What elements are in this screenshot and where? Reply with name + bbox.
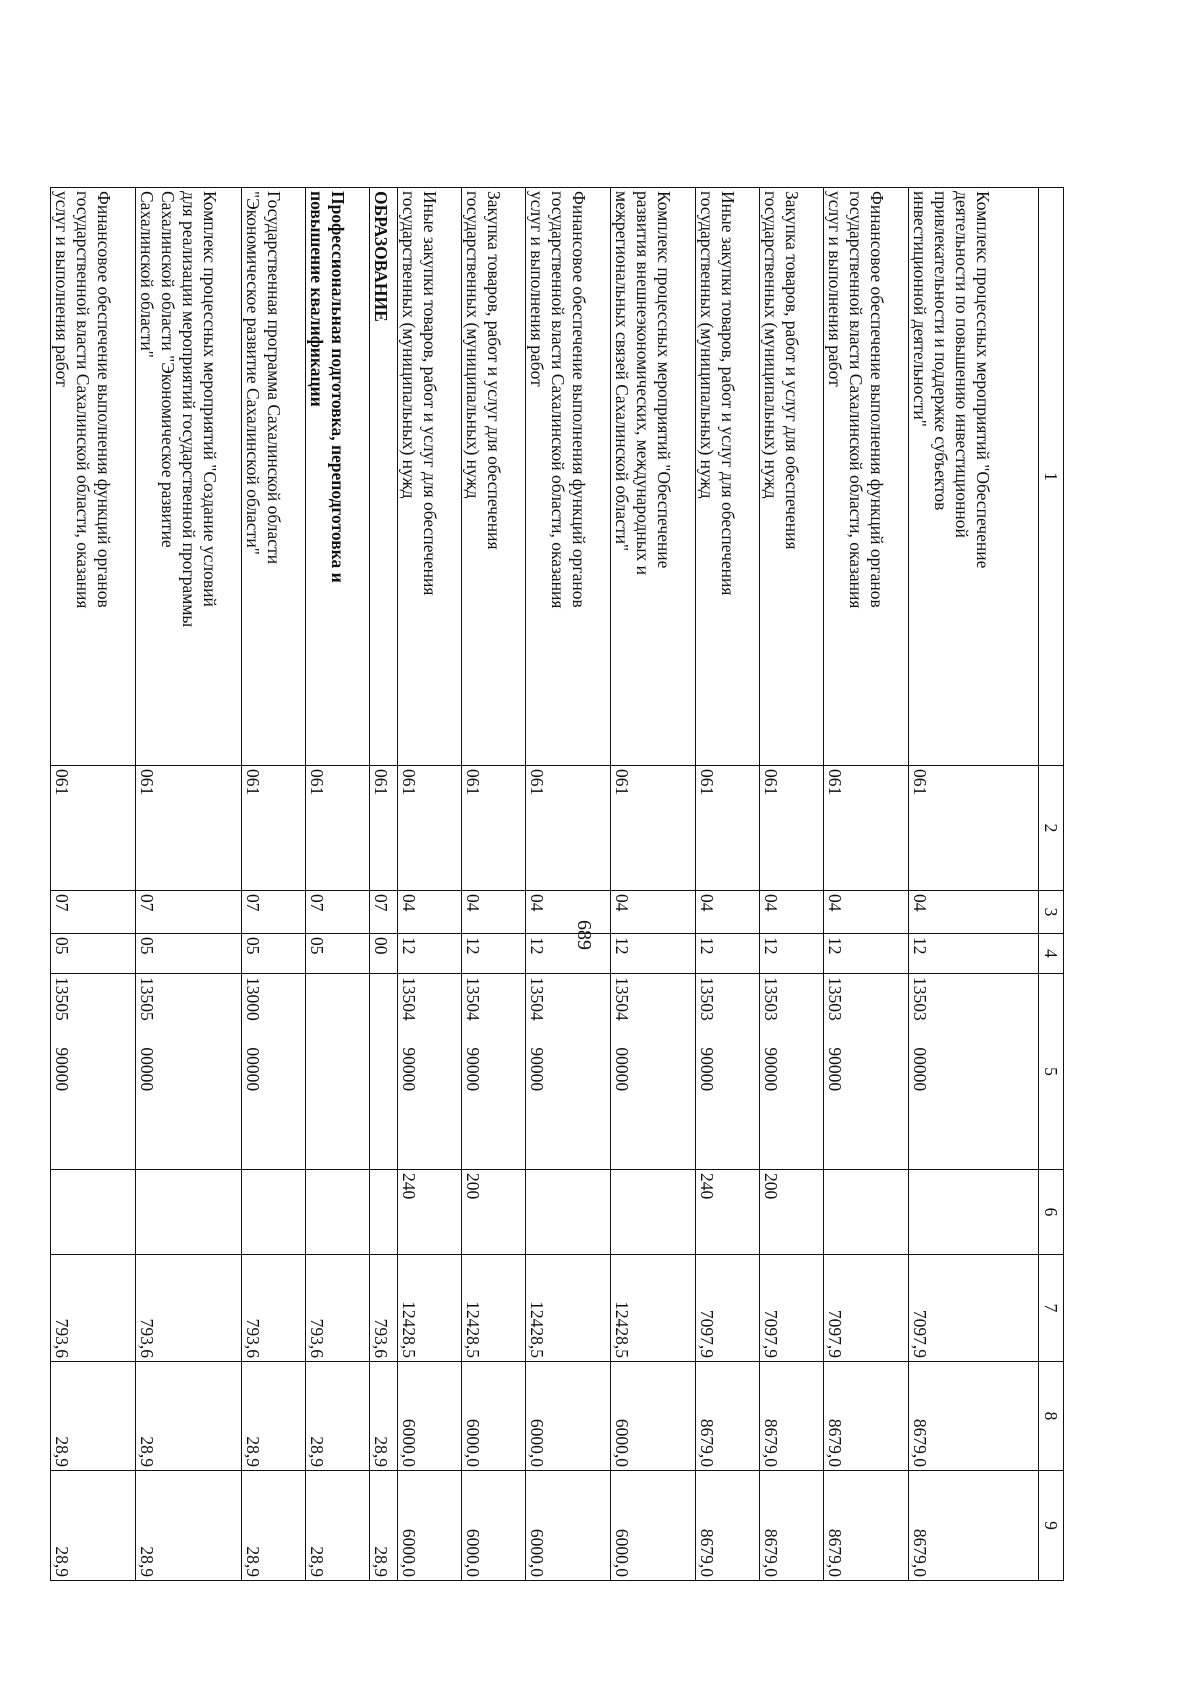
column-header: 1 [1039,188,1064,766]
target-article-cell [526,974,611,1170]
amount-year2-cell: 28,9 [242,1362,306,1471]
amount-year2-cell: 6000,0 [462,1362,526,1471]
admin-code-cell: 061 [51,766,136,891]
subsection-code-cell: 05 [51,934,136,974]
expense-type-cell: 200 [462,1170,526,1255]
admin-code-cell: 061 [242,766,306,891]
expense-type-cell [526,1170,611,1255]
subsection-code-cell: 12 [909,934,1039,974]
target-article-part-b: 90000 [463,1047,483,1092]
expense-type-cell: 240 [696,1170,760,1255]
amount-year1-cell: 12428,5 [611,1255,696,1362]
column-header: 6 [1039,1170,1064,1255]
admin-code-cell: 061 [909,766,1039,891]
amount-year3-cell: 8679,0 [824,1471,909,1581]
table-row [760,188,824,1581]
section-code-cell: 07 [136,891,242,934]
table-row [370,188,398,1581]
admin-code-cell: 061 [462,766,526,891]
expense-type-cell: 200 [760,1170,824,1255]
target-article-cell [824,974,909,1170]
column-header: 5 [1039,974,1064,1170]
admin-code-cell: 061 [136,766,242,891]
subsection-code-cell: 05 [136,934,242,974]
table-row [51,188,136,1581]
amount-year2-cell: 8679,0 [824,1362,909,1471]
target-article-part-a: 13503 [825,977,845,1021]
amount-year2-cell: 28,9 [370,1362,398,1471]
amount-year2-cell: 6000,0 [611,1362,696,1471]
amount-year3-cell: 6000,0 [526,1471,611,1581]
row-name-cell: Финансовое обеспечение выполнения функций органов государственной власти Сахалинской области, оказания услуг и выполнения работ [824,188,909,766]
row-name-cell: ОБРАЗОВАНИЕ [370,188,398,766]
table-row [306,188,370,1581]
subsection-code-cell: 12 [398,934,462,974]
amount-year1-cell: 793,6 [370,1255,398,1362]
row-name-cell: Финансовое обеспечение выполнения функций органов государственной власти Сахалинской области, оказания услуг и выполнения работ [51,188,136,766]
amount-year1-cell: 793,6 [242,1255,306,1362]
amount-year1-cell: 12428,5 [398,1255,462,1362]
subsection-code-cell: 12 [462,934,526,974]
amount-year3-cell: 28,9 [370,1471,398,1581]
amount-year1-cell: 7097,9 [909,1255,1039,1362]
target-article-cell [462,974,526,1170]
column-header: 3 [1039,891,1064,934]
expense-type-cell [306,1170,370,1255]
target-article-cell [136,974,242,1170]
amount-year3-cell: 6000,0 [611,1471,696,1581]
target-article-cell [760,974,824,1170]
target-article-cell [611,974,696,1170]
expense-type-cell [51,1170,136,1255]
amount-year3-cell: 6000,0 [462,1471,526,1581]
subsection-code-cell: 12 [760,934,824,974]
row-name-cell: Закупка товаров, работ и услуг для обеспечения государственных (муниципальных) нужд [760,188,824,766]
target-article-part-b: 00000 [243,1047,263,1092]
amount-year1-cell: 7097,9 [696,1255,760,1362]
amount-year2-cell: 28,9 [136,1362,242,1471]
amount-year3-cell: 28,9 [51,1471,136,1581]
column-header: 8 [1039,1362,1064,1471]
target-article-cell [398,974,462,1170]
amount-year3-cell: 28,9 [136,1471,242,1581]
admin-code-cell: 061 [611,766,696,891]
amount-year3-cell: 28,9 [242,1471,306,1581]
rotated-table-canvas [52,187,1064,1580]
section-code-cell: 07 [370,891,398,934]
section-code-cell: 07 [306,891,370,934]
subsection-code-cell: 05 [306,934,370,974]
amount-year1-cell: 793,6 [306,1255,370,1362]
target-article-part-a: 13504 [399,977,419,1021]
section-code-cell: 04 [462,891,526,934]
subsection-code-cell: 12 [696,934,760,974]
admin-code-cell: 061 [696,766,760,891]
target-article-part-a: 13505 [52,977,72,1021]
expense-type-cell [136,1170,242,1255]
expense-type-cell [824,1170,909,1255]
target-article-part-a: 13000 [243,977,263,1021]
target-article-part-a: 13503 [761,977,781,1021]
table-row [611,188,696,1581]
section-code-cell: 04 [909,891,1039,934]
table-row [824,188,909,1581]
subsection-code-cell: 12 [824,934,909,974]
amount-year2-cell: 8679,0 [909,1362,1039,1471]
admin-code-cell: 061 [370,766,398,891]
target-article-cell [306,974,370,1170]
row-name-cell: Профессиональная подготовка, переподготовка и повышение квалификации [306,188,370,766]
target-article-part-a: 13503 [910,977,930,1021]
target-article-part-a: 13503 [697,977,717,1021]
admin-code-cell: 061 [398,766,462,891]
row-name-cell: Государственная программа Сахалинской области "Экономическое развитие Сахалинской области" [242,188,306,766]
header-row [1039,188,1064,1581]
table-row [909,188,1039,1581]
amount-year1-cell: 793,6 [136,1255,242,1362]
amount-year1-cell: 12428,5 [462,1255,526,1362]
amount-year3-cell: 8679,0 [696,1471,760,1581]
row-name-cell: Комплекс процессных мероприятий "Обеспечение деятельности по повышению инвестиционной привлекательности и поддержке субъектов инвестиционной деятельности" [909,188,1039,766]
expense-type-cell: 240 [398,1170,462,1255]
subsection-code-cell: 05 [242,934,306,974]
admin-code-cell: 061 [306,766,370,891]
amount-year2-cell: 6000,0 [526,1362,611,1471]
amount-year3-cell: 6000,0 [398,1471,462,1581]
amount-year2-cell: 28,9 [51,1362,136,1471]
expense-type-cell [909,1170,1039,1255]
target-article-part-a: 13505 [137,977,157,1021]
expense-type-cell [242,1170,306,1255]
target-article-part-a: 13504 [463,977,483,1021]
amount-year3-cell: 8679,0 [760,1471,824,1581]
target-article-cell [370,974,398,1170]
amount-year2-cell: 8679,0 [760,1362,824,1471]
admin-code-cell: 061 [526,766,611,891]
target-article-cell [242,974,306,1170]
amount-year1-cell: 12428,5 [526,1255,611,1362]
row-name-cell: Иные закупки товаров, работ и услуг для обеспечения государственных (муниципальных) нужд [696,188,760,766]
table-row [398,188,462,1581]
section-code-cell: 04 [760,891,824,934]
rotated-table-frame [52,187,1064,1580]
target-article-cell [51,974,136,1170]
row-name-cell: Комплекс процессных мероприятий "Создание условий для реализации мероприятий государственной программы Сахалинской области "Экономическое развитие Сахалинской области" [136,188,242,766]
target-article-part-b: 90000 [527,1047,547,1092]
amount-year3-cell: 28,9 [306,1471,370,1581]
row-name-cell: Комплекс процессных мероприятий "Обеспечение развития внешнеэкономических, международных и межрегиональных связей Сахалинской области" [611,188,696,766]
table-body [51,188,1039,1581]
target-article-part-b: 00000 [612,1047,632,1092]
target-article-part-b: 90000 [399,1047,419,1092]
column-header: 4 [1039,934,1064,974]
column-header: 7 [1039,1255,1064,1362]
target-article-part-b: 90000 [761,1047,781,1092]
subsection-code-cell: 12 [611,934,696,974]
table-row [462,188,526,1581]
expense-type-cell [611,1170,696,1255]
expense-type-cell [370,1170,398,1255]
amount-year2-cell: 28,9 [306,1362,370,1471]
target-article-part-b: 90000 [697,1047,717,1092]
admin-code-cell: 061 [760,766,824,891]
section-code-cell: 04 [398,891,462,934]
row-name-cell: Финансовое обеспечение выполнения функций органов государственной власти Сахалинской области, оказания услуг и выполнения работ [526,188,611,766]
section-code-cell: 04 [526,891,611,934]
subsection-code-cell: 00 [370,934,398,974]
target-article-part-b: 00000 [910,1047,930,1092]
section-code-cell: 07 [51,891,136,934]
target-article-part-b: 00000 [137,1047,157,1092]
amount-year3-cell: 8679,0 [909,1471,1039,1581]
target-article-part-a: 13504 [612,977,632,1021]
target-article-part-a: 13504 [527,977,547,1021]
section-code-cell: 07 [242,891,306,934]
amount-year1-cell: 793,6 [51,1255,136,1362]
section-code-cell: 04 [611,891,696,934]
amount-year1-cell: 7097,9 [760,1255,824,1362]
section-code-cell: 04 [824,891,909,934]
table-row [242,188,306,1581]
target-article-part-b: 90000 [52,1047,72,1092]
amount-year2-cell: 6000,0 [398,1362,462,1471]
target-article-cell [909,974,1039,1170]
row-name-cell: Иные закупки товаров, работ и услуг для обеспечения государственных (муниципальных) нужд [398,188,462,766]
column-header: 9 [1039,1471,1064,1581]
amount-year2-cell: 8679,0 [696,1362,760,1471]
section-code-cell: 04 [696,891,760,934]
budget-table [50,187,1064,1581]
table-row [526,188,611,1581]
table-row [696,188,760,1581]
table-row [136,188,242,1581]
page-number: 689 [573,920,595,950]
target-article-part-b: 90000 [825,1047,845,1092]
amount-year1-cell: 7097,9 [824,1255,909,1362]
row-name-cell: Закупка товаров, работ и услуг для обеспечения государственных (муниципальных) нужд [462,188,526,766]
target-article-cell [696,974,760,1170]
column-header: 2 [1039,766,1064,891]
admin-code-cell: 061 [824,766,909,891]
subsection-code-cell: 12 [526,934,611,974]
